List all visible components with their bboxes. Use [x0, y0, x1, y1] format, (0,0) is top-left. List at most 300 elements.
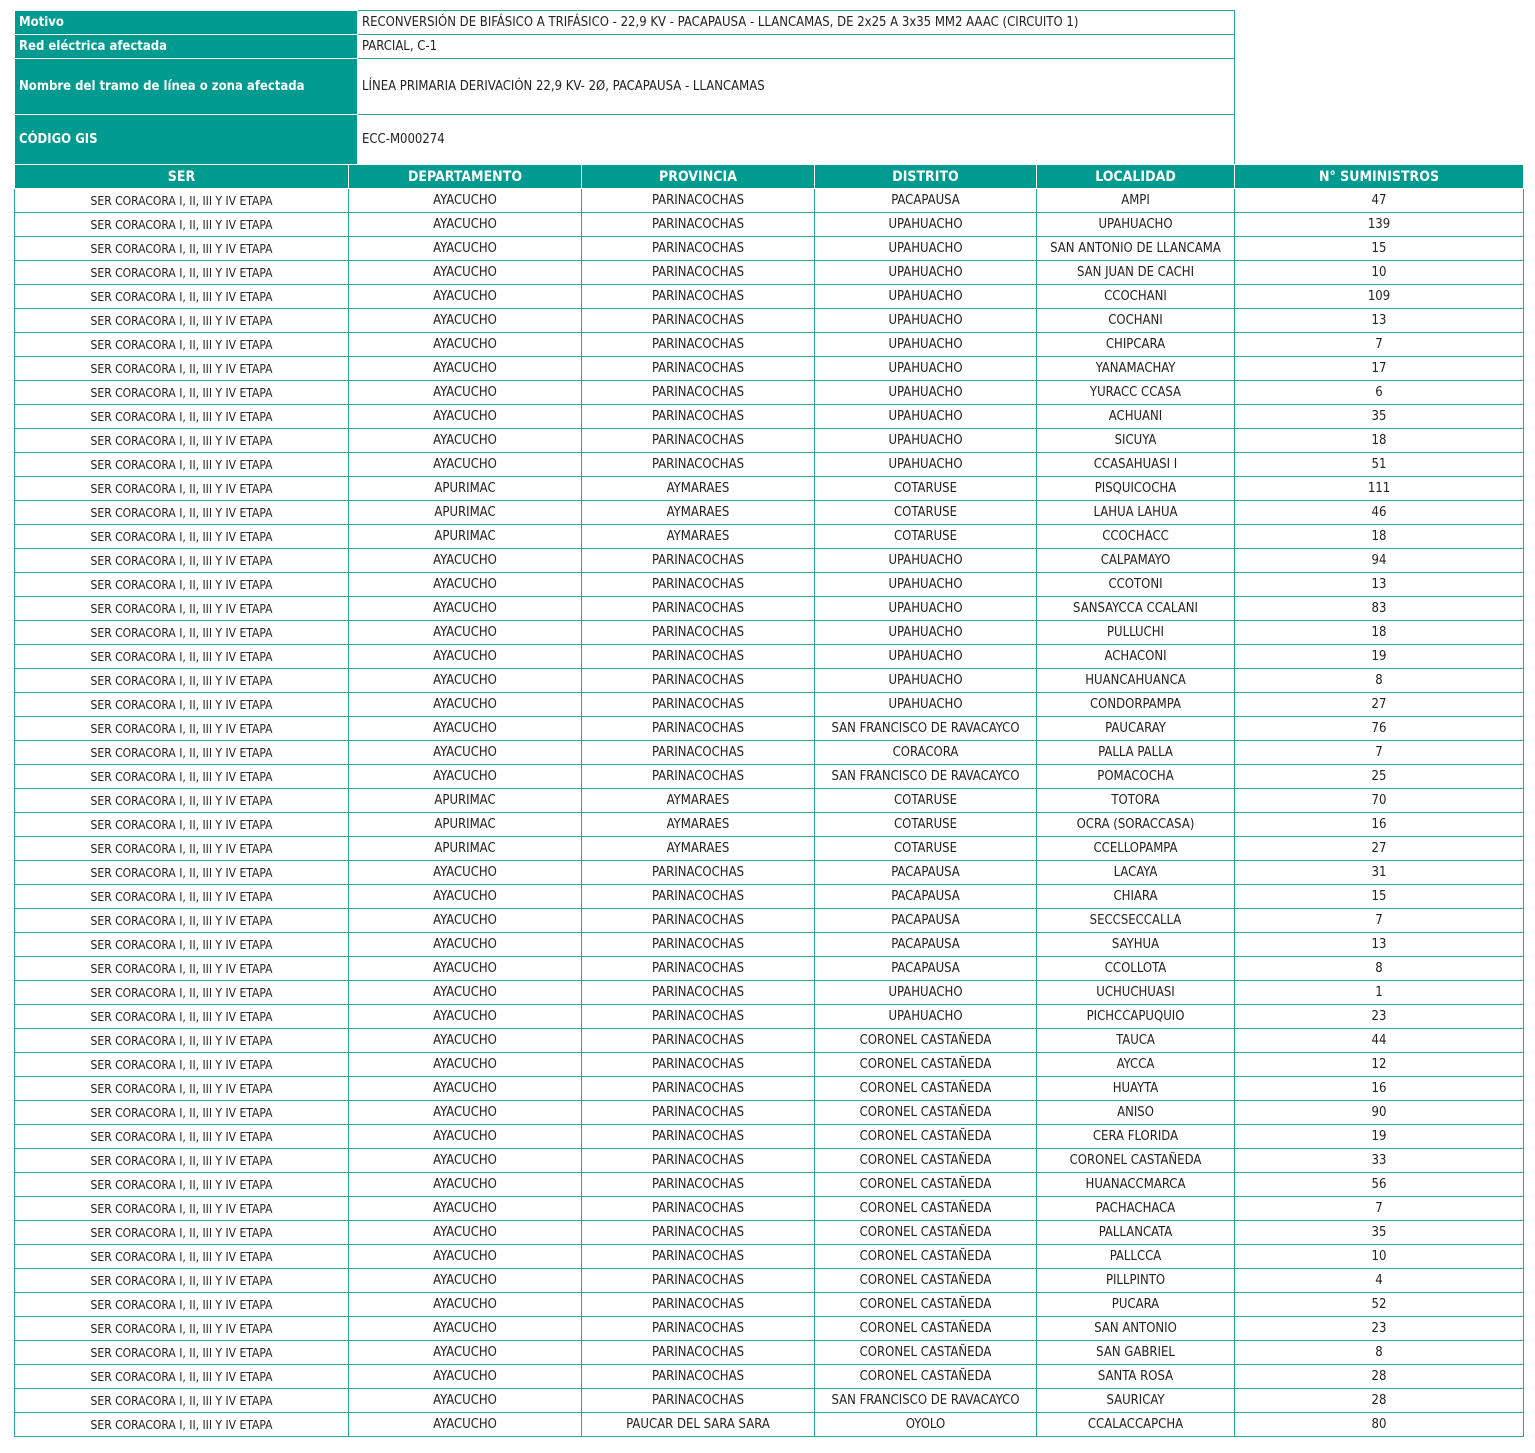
cell-ser: SER CORACORA I, II, III Y IV ETAPA	[15, 549, 349, 573]
cell-distrito: CORONEL CASTAÑEDA	[815, 1365, 1037, 1389]
cell-localidad: CCASAHUASI I	[1037, 453, 1235, 477]
cell-departamento: AYACUCHO	[349, 309, 582, 333]
table-row	[15, 1221, 1524, 1245]
cell-provincia: PARINACOCHAS	[582, 333, 815, 357]
cell-localidad: SAURICAY	[1037, 1389, 1235, 1413]
cell-distrito: COTARUSE	[815, 525, 1037, 549]
cell-departamento: AYACUCHO	[349, 429, 582, 453]
cell-ser: SER CORACORA I, II, III Y IV ETAPA	[15, 861, 349, 885]
cell-provincia: AYMARAES	[582, 501, 815, 525]
cell-ser: SER CORACORA I, II, III Y IV ETAPA	[15, 1413, 349, 1437]
cell-distrito: CORONEL CASTAÑEDA	[815, 1197, 1037, 1221]
cell-localidad: SICUYA	[1037, 429, 1235, 453]
cell-departamento: AYACUCHO	[349, 645, 582, 669]
cell-distrito: UPAHUACHO	[815, 1005, 1037, 1029]
cell-localidad: CCALACCAPCHA	[1037, 1413, 1235, 1437]
cell-localidad: TAUCA	[1037, 1029, 1235, 1053]
cell-distrito: COTARUSE	[815, 813, 1037, 837]
cell-ser: SER CORACORA I, II, III Y IV ETAPA	[15, 333, 349, 357]
table-row	[15, 1197, 1524, 1221]
cell-localidad: PALLA PALLA	[1037, 741, 1235, 765]
cell-provincia: PARINACOCHAS	[582, 285, 815, 309]
cell-suministros: 23	[1235, 1317, 1524, 1341]
cell-suministros: 16	[1235, 813, 1524, 837]
cell-distrito: UPAHUACHO	[815, 309, 1037, 333]
cell-suministros: 27	[1235, 693, 1524, 717]
cell-localidad: CCOCHACC	[1037, 525, 1235, 549]
info-label: Red eléctrica afectada	[15, 35, 358, 59]
cell-localidad: PUCARA	[1037, 1293, 1235, 1317]
cell-suministros: 10	[1235, 261, 1524, 285]
table-row	[15, 309, 1524, 333]
cell-provincia: AYMARAES	[582, 525, 815, 549]
cell-localidad: SAN ANTONIO DE LLANCAMA	[1037, 237, 1235, 261]
cell-provincia: PARINACOCHAS	[582, 429, 815, 453]
cell-provincia: AYMARAES	[582, 477, 815, 501]
cell-provincia: PARINACOCHAS	[582, 1221, 815, 1245]
table-row	[15, 693, 1524, 717]
cell-suministros: 111	[1235, 477, 1524, 501]
cell-ser: SER CORACORA I, II, III Y IV ETAPA	[15, 1365, 349, 1389]
cell-ser: SER CORACORA I, II, III Y IV ETAPA	[15, 357, 349, 381]
table-row	[15, 1293, 1524, 1317]
cell-departamento: AYACUCHO	[349, 909, 582, 933]
table-row	[15, 957, 1524, 981]
cell-departamento: AYACUCHO	[349, 285, 582, 309]
localities-table	[14, 164, 1524, 1437]
cell-departamento: AYACUCHO	[349, 1389, 582, 1413]
table-row	[15, 1413, 1524, 1437]
cell-ser: SER CORACORA I, II, III Y IV ETAPA	[15, 501, 349, 525]
cell-distrito: UPAHUACHO	[815, 333, 1037, 357]
cell-distrito: COTARUSE	[815, 789, 1037, 813]
cell-suministros: 33	[1235, 1149, 1524, 1173]
cell-departamento: AYACUCHO	[349, 189, 582, 213]
cell-localidad: SAN JUAN DE CACHI	[1037, 261, 1235, 285]
cell-provincia: PARINACOCHAS	[582, 1365, 815, 1389]
table-row	[15, 573, 1524, 597]
cell-suministros: 19	[1235, 645, 1524, 669]
cell-departamento: AYACUCHO	[349, 213, 582, 237]
cell-departamento: AYACUCHO	[349, 1149, 582, 1173]
info-label: Motivo	[15, 11, 358, 35]
cell-departamento: AYACUCHO	[349, 1077, 582, 1101]
cell-suministros: 18	[1235, 621, 1524, 645]
cell-suministros: 8	[1235, 1341, 1524, 1365]
cell-suministros: 12	[1235, 1053, 1524, 1077]
outage-info-table	[14, 10, 1235, 165]
cell-suministros: 1	[1235, 981, 1524, 1005]
cell-departamento: AYACUCHO	[349, 1005, 582, 1029]
cell-departamento: AYACUCHO	[349, 1341, 582, 1365]
table-row	[15, 237, 1524, 261]
cell-distrito: PACAPAUSA	[815, 933, 1037, 957]
cell-distrito: UPAHUACHO	[815, 237, 1037, 261]
cell-departamento: AYACUCHO	[349, 885, 582, 909]
cell-ser: SER CORACORA I, II, III Y IV ETAPA	[15, 381, 349, 405]
info-row-red	[15, 35, 1235, 59]
cell-departamento: AYACUCHO	[349, 333, 582, 357]
table-row	[15, 981, 1524, 1005]
cell-provincia: PARINACOCHAS	[582, 1317, 815, 1341]
cell-departamento: AYACUCHO	[349, 1173, 582, 1197]
cell-ser: SER CORACORA I, II, III Y IV ETAPA	[15, 1245, 349, 1269]
cell-departamento: AYACUCHO	[349, 549, 582, 573]
cell-departamento: AYACUCHO	[349, 693, 582, 717]
cell-provincia: PARINACOCHAS	[582, 1077, 815, 1101]
table-row	[15, 1173, 1524, 1197]
cell-suministros: 31	[1235, 861, 1524, 885]
table-row	[15, 933, 1524, 957]
cell-ser: SER CORACORA I, II, III Y IV ETAPA	[15, 405, 349, 429]
cell-distrito: PACAPAUSA	[815, 957, 1037, 981]
info-label: CÓDIGO GIS	[15, 115, 358, 165]
cell-distrito: CORONEL CASTAÑEDA	[815, 1221, 1037, 1245]
cell-distrito: COTARUSE	[815, 501, 1037, 525]
cell-provincia: PARINACOCHAS	[582, 1245, 815, 1269]
cell-localidad: LACAYA	[1037, 861, 1235, 885]
cell-localidad: YANAMACHAY	[1037, 357, 1235, 381]
cell-suministros: 109	[1235, 285, 1524, 309]
cell-distrito: CORONEL CASTAÑEDA	[815, 1149, 1037, 1173]
cell-localidad: CCOLLOTA	[1037, 957, 1235, 981]
cell-provincia: PARINACOCHAS	[582, 189, 815, 213]
cell-distrito: CORONEL CASTAÑEDA	[815, 1317, 1037, 1341]
cell-localidad: ACHACONI	[1037, 645, 1235, 669]
cell-suministros: 7	[1235, 333, 1524, 357]
col-header-localidad: LOCALIDAD	[1037, 165, 1235, 189]
cell-ser: SER CORACORA I, II, III Y IV ETAPA	[15, 1029, 349, 1053]
cell-distrito: CORACORA	[815, 741, 1037, 765]
cell-distrito: UPAHUACHO	[815, 453, 1037, 477]
table-row	[15, 477, 1524, 501]
cell-ser: SER CORACORA I, II, III Y IV ETAPA	[15, 645, 349, 669]
cell-distrito: CORONEL CASTAÑEDA	[815, 1269, 1037, 1293]
cell-ser: SER CORACORA I, II, III Y IV ETAPA	[15, 1197, 349, 1221]
cell-provincia: PARINACOCHAS	[582, 1125, 815, 1149]
cell-provincia: PARINACOCHAS	[582, 645, 815, 669]
cell-provincia: PARINACOCHAS	[582, 1029, 815, 1053]
cell-provincia: PARINACOCHAS	[582, 1053, 815, 1077]
cell-distrito: CORONEL CASTAÑEDA	[815, 1341, 1037, 1365]
table-row	[15, 1005, 1524, 1029]
cell-localidad: PALLANCATA	[1037, 1221, 1235, 1245]
cell-distrito: CORONEL CASTAÑEDA	[815, 1245, 1037, 1269]
cell-localidad: PICHCCAPUQUIO	[1037, 1005, 1235, 1029]
cell-departamento: AYACUCHO	[349, 621, 582, 645]
cell-localidad: AMPI	[1037, 189, 1235, 213]
table-row	[15, 285, 1524, 309]
cell-localidad: SAN ANTONIO	[1037, 1317, 1235, 1341]
cell-provincia: PARINACOCHAS	[582, 669, 815, 693]
cell-localidad: POMACOCHA	[1037, 765, 1235, 789]
cell-localidad: SAN GABRIEL	[1037, 1341, 1235, 1365]
cell-distrito: UPAHUACHO	[815, 573, 1037, 597]
cell-provincia: PAUCAR DEL SARA SARA	[582, 1413, 815, 1437]
cell-suministros: 44	[1235, 1029, 1524, 1053]
cell-departamento: APURIMAC	[349, 477, 582, 501]
cell-ser: SER CORACORA I, II, III Y IV ETAPA	[15, 1341, 349, 1365]
cell-distrito: PACAPAUSA	[815, 885, 1037, 909]
cell-distrito: UPAHUACHO	[815, 597, 1037, 621]
cell-ser: SER CORACORA I, II, III Y IV ETAPA	[15, 1317, 349, 1341]
cell-provincia: PARINACOCHAS	[582, 885, 815, 909]
cell-departamento: AYACUCHO	[349, 1293, 582, 1317]
cell-distrito: OYOLO	[815, 1413, 1037, 1437]
cell-departamento: AYACUCHO	[349, 405, 582, 429]
cell-ser: SER CORACORA I, II, III Y IV ETAPA	[15, 237, 349, 261]
info-value: PARCIAL, C-1	[358, 35, 1235, 59]
cell-departamento: APURIMAC	[349, 525, 582, 549]
cell-distrito: CORONEL CASTAÑEDA	[815, 1293, 1037, 1317]
cell-departamento: APURIMAC	[349, 501, 582, 525]
cell-ser: SER CORACORA I, II, III Y IV ETAPA	[15, 813, 349, 837]
cell-provincia: PARINACOCHAS	[582, 1293, 815, 1317]
cell-suministros: 52	[1235, 1293, 1524, 1317]
cell-ser: SER CORACORA I, II, III Y IV ETAPA	[15, 693, 349, 717]
cell-ser: SER CORACORA I, II, III Y IV ETAPA	[15, 213, 349, 237]
cell-departamento: APURIMAC	[349, 789, 582, 813]
cell-departamento: AYACUCHO	[349, 669, 582, 693]
cell-departamento: APURIMAC	[349, 813, 582, 837]
cell-provincia: PARINACOCHAS	[582, 453, 815, 477]
cell-departamento: AYACUCHO	[349, 1269, 582, 1293]
cell-ser: SER CORACORA I, II, III Y IV ETAPA	[15, 429, 349, 453]
table-row	[15, 1077, 1524, 1101]
cell-ser: SER CORACORA I, II, III Y IV ETAPA	[15, 597, 349, 621]
cell-ser: SER CORACORA I, II, III Y IV ETAPA	[15, 981, 349, 1005]
cell-suministros: 28	[1235, 1389, 1524, 1413]
cell-suministros: 15	[1235, 237, 1524, 261]
cell-ser: SER CORACORA I, II, III Y IV ETAPA	[15, 261, 349, 285]
cell-provincia: PARINACOCHAS	[582, 1005, 815, 1029]
cell-suministros: 13	[1235, 309, 1524, 333]
table-row	[15, 1053, 1524, 1077]
cell-localidad: OCRA (SORACCASA)	[1037, 813, 1235, 837]
table-row	[15, 405, 1524, 429]
cell-localidad: SANTA ROSA	[1037, 1365, 1235, 1389]
cell-provincia: AYMARAES	[582, 813, 815, 837]
cell-suministros: 83	[1235, 597, 1524, 621]
table-row	[15, 213, 1524, 237]
cell-localidad: CONDORPAMPA	[1037, 693, 1235, 717]
cell-departamento: AYACUCHO	[349, 261, 582, 285]
cell-ser: SER CORACORA I, II, III Y IV ETAPA	[15, 621, 349, 645]
cell-suministros: 28	[1235, 1365, 1524, 1389]
cell-provincia: PARINACOCHAS	[582, 573, 815, 597]
table-row	[15, 621, 1524, 645]
cell-ser: SER CORACORA I, II, III Y IV ETAPA	[15, 765, 349, 789]
col-header-distrito: DISTRITO	[815, 165, 1037, 189]
cell-provincia: PARINACOCHAS	[582, 381, 815, 405]
cell-localidad: PAUCARAY	[1037, 717, 1235, 741]
table-row	[15, 1341, 1524, 1365]
cell-suministros: 25	[1235, 765, 1524, 789]
cell-ser: SER CORACORA I, II, III Y IV ETAPA	[15, 669, 349, 693]
table-row	[15, 1317, 1524, 1341]
cell-departamento: AYACUCHO	[349, 1029, 582, 1053]
cell-suministros: 18	[1235, 525, 1524, 549]
table-row	[15, 1101, 1524, 1125]
cell-ser: SER CORACORA I, II, III Y IV ETAPA	[15, 741, 349, 765]
cell-localidad: ANISO	[1037, 1101, 1235, 1125]
cell-suministros: 17	[1235, 357, 1524, 381]
cell-distrito: UPAHUACHO	[815, 405, 1037, 429]
cell-provincia: PARINACOCHAS	[582, 1173, 815, 1197]
table-header-row	[15, 165, 1524, 189]
cell-ser: SER CORACORA I, II, III Y IV ETAPA	[15, 1293, 349, 1317]
cell-ser: SER CORACORA I, II, III Y IV ETAPA	[15, 909, 349, 933]
cell-ser: SER CORACORA I, II, III Y IV ETAPA	[15, 1173, 349, 1197]
cell-provincia: PARINACOCHAS	[582, 621, 815, 645]
cell-departamento: AYACUCHO	[349, 1197, 582, 1221]
table-row	[15, 597, 1524, 621]
cell-departamento: AYACUCHO	[349, 1413, 582, 1437]
cell-suministros: 139	[1235, 213, 1524, 237]
table-row	[15, 1029, 1524, 1053]
table-row	[15, 1245, 1524, 1269]
table-row	[15, 765, 1524, 789]
cell-ser: SER CORACORA I, II, III Y IV ETAPA	[15, 1221, 349, 1245]
cell-ser: SER CORACORA I, II, III Y IV ETAPA	[15, 189, 349, 213]
table-row	[15, 525, 1524, 549]
table-row	[15, 837, 1524, 861]
cell-suministros: 10	[1235, 1245, 1524, 1269]
cell-suministros: 56	[1235, 1173, 1524, 1197]
cell-suministros: 15	[1235, 885, 1524, 909]
cell-ser: SER CORACORA I, II, III Y IV ETAPA	[15, 285, 349, 309]
cell-ser: SER CORACORA I, II, III Y IV ETAPA	[15, 1077, 349, 1101]
table-row	[15, 669, 1524, 693]
cell-provincia: PARINACOCHAS	[582, 1101, 815, 1125]
cell-ser: SER CORACORA I, II, III Y IV ETAPA	[15, 1149, 349, 1173]
cell-departamento: AYACUCHO	[349, 597, 582, 621]
cell-departamento: AYACUCHO	[349, 453, 582, 477]
table-row	[15, 1365, 1524, 1389]
cell-localidad: CALPAMAYO	[1037, 549, 1235, 573]
cell-localidad: ACHUANI	[1037, 405, 1235, 429]
cell-distrito: CORONEL CASTAÑEDA	[815, 1053, 1037, 1077]
cell-departamento: AYACUCHO	[349, 741, 582, 765]
cell-localidad: PULLUCHI	[1037, 621, 1235, 645]
cell-suministros: 16	[1235, 1077, 1524, 1101]
cell-distrito: CORONEL CASTAÑEDA	[815, 1077, 1037, 1101]
cell-localidad: CHIPCARA	[1037, 333, 1235, 357]
cell-distrito: UPAHUACHO	[815, 261, 1037, 285]
cell-provincia: PARINACOCHAS	[582, 741, 815, 765]
cell-localidad: UCHUCHUASI	[1037, 981, 1235, 1005]
cell-suministros: 47	[1235, 189, 1524, 213]
cell-provincia: PARINACOCHAS	[582, 1149, 815, 1173]
cell-provincia: PARINACOCHAS	[582, 309, 815, 333]
cell-ser: SER CORACORA I, II, III Y IV ETAPA	[15, 525, 349, 549]
cell-provincia: PARINACOCHAS	[582, 957, 815, 981]
cell-localidad: AYCCA	[1037, 1053, 1235, 1077]
cell-provincia: PARINACOCHAS	[582, 597, 815, 621]
table-row	[15, 909, 1524, 933]
cell-suministros: 4	[1235, 1269, 1524, 1293]
cell-localidad: PALLCCA	[1037, 1245, 1235, 1269]
cell-provincia: PARINACOCHAS	[582, 765, 815, 789]
cell-suministros: 51	[1235, 453, 1524, 477]
cell-suministros: 35	[1235, 405, 1524, 429]
cell-ser: SER CORACORA I, II, III Y IV ETAPA	[15, 1005, 349, 1029]
cell-suministros: 27	[1235, 837, 1524, 861]
cell-departamento: AYACUCHO	[349, 1053, 582, 1077]
cell-suministros: 7	[1235, 909, 1524, 933]
cell-departamento: AYACUCHO	[349, 1101, 582, 1125]
table-row	[15, 333, 1524, 357]
cell-suministros: 7	[1235, 1197, 1524, 1221]
cell-localidad: CCOCHANI	[1037, 285, 1235, 309]
cell-distrito: CORONEL CASTAÑEDA	[815, 1173, 1037, 1197]
cell-departamento: AYACUCHO	[349, 957, 582, 981]
info-value: RECONVERSIÓN DE BIFÁSICO A TRIFÁSICO - 22,9 KV - PACAPAUSA - LLANCAMAS, DE 2x25 A 3x35 MM2 AAAC (CIRCUITO 1)	[358, 11, 1235, 35]
cell-provincia: PARINACOCHAS	[582, 261, 815, 285]
col-header-ser: SER	[15, 165, 349, 189]
cell-departamento: AYACUCHO	[349, 1221, 582, 1245]
cell-ser: SER CORACORA I, II, III Y IV ETAPA	[15, 789, 349, 813]
cell-provincia: PARINACOCHAS	[582, 981, 815, 1005]
table-row	[15, 261, 1524, 285]
info-row-tramo	[15, 59, 1235, 115]
cell-distrito: CORONEL CASTAÑEDA	[815, 1101, 1037, 1125]
cell-departamento: AYACUCHO	[349, 1365, 582, 1389]
cell-localidad: HUANCAHUANCA	[1037, 669, 1235, 693]
cell-ser: SER CORACORA I, II, III Y IV ETAPA	[15, 1101, 349, 1125]
info-row-motivo	[15, 11, 1235, 35]
table-row	[15, 1389, 1524, 1413]
cell-provincia: PARINACOCHAS	[582, 1389, 815, 1413]
cell-departamento: AYACUCHO	[349, 1317, 582, 1341]
cell-suministros: 35	[1235, 1221, 1524, 1245]
table-row	[15, 189, 1524, 213]
table-row	[15, 1269, 1524, 1293]
table-row	[15, 381, 1524, 405]
cell-departamento: AYACUCHO	[349, 717, 582, 741]
cell-provincia: PARINACOCHAS	[582, 213, 815, 237]
cell-provincia: PARINACOCHAS	[582, 549, 815, 573]
table-row	[15, 357, 1524, 381]
cell-distrito: UPAHUACHO	[815, 381, 1037, 405]
cell-suministros: 19	[1235, 1125, 1524, 1149]
cell-ser: SER CORACORA I, II, III Y IV ETAPA	[15, 573, 349, 597]
cell-suministros: 13	[1235, 933, 1524, 957]
cell-distrito: UPAHUACHO	[815, 357, 1037, 381]
cell-localidad: CCOTONI	[1037, 573, 1235, 597]
cell-distrito: CORONEL CASTAÑEDA	[815, 1125, 1037, 1149]
cell-distrito: UPAHUACHO	[815, 285, 1037, 309]
cell-departamento: AYACUCHO	[349, 1125, 582, 1149]
cell-provincia: PARINACOCHAS	[582, 933, 815, 957]
table-row	[15, 813, 1524, 837]
cell-localidad: TOTORA	[1037, 789, 1235, 813]
cell-provincia: PARINACOCHAS	[582, 1341, 815, 1365]
cell-localidad: LAHUA LAHUA	[1037, 501, 1235, 525]
cell-localidad: COCHANI	[1037, 309, 1235, 333]
table-row	[15, 885, 1524, 909]
cell-distrito: PACAPAUSA	[815, 909, 1037, 933]
table-body	[15, 189, 1524, 1437]
cell-distrito: COTARUSE	[815, 837, 1037, 861]
cell-ser: SER CORACORA I, II, III Y IV ETAPA	[15, 717, 349, 741]
cell-ser: SER CORACORA I, II, III Y IV ETAPA	[15, 453, 349, 477]
cell-suministros: 18	[1235, 429, 1524, 453]
cell-localidad: PILLPINTO	[1037, 1269, 1235, 1293]
cell-distrito: UPAHUACHO	[815, 213, 1037, 237]
cell-departamento: AYACUCHO	[349, 933, 582, 957]
cell-distrito: SAN FRANCISCO DE RAVACAYCO	[815, 717, 1037, 741]
